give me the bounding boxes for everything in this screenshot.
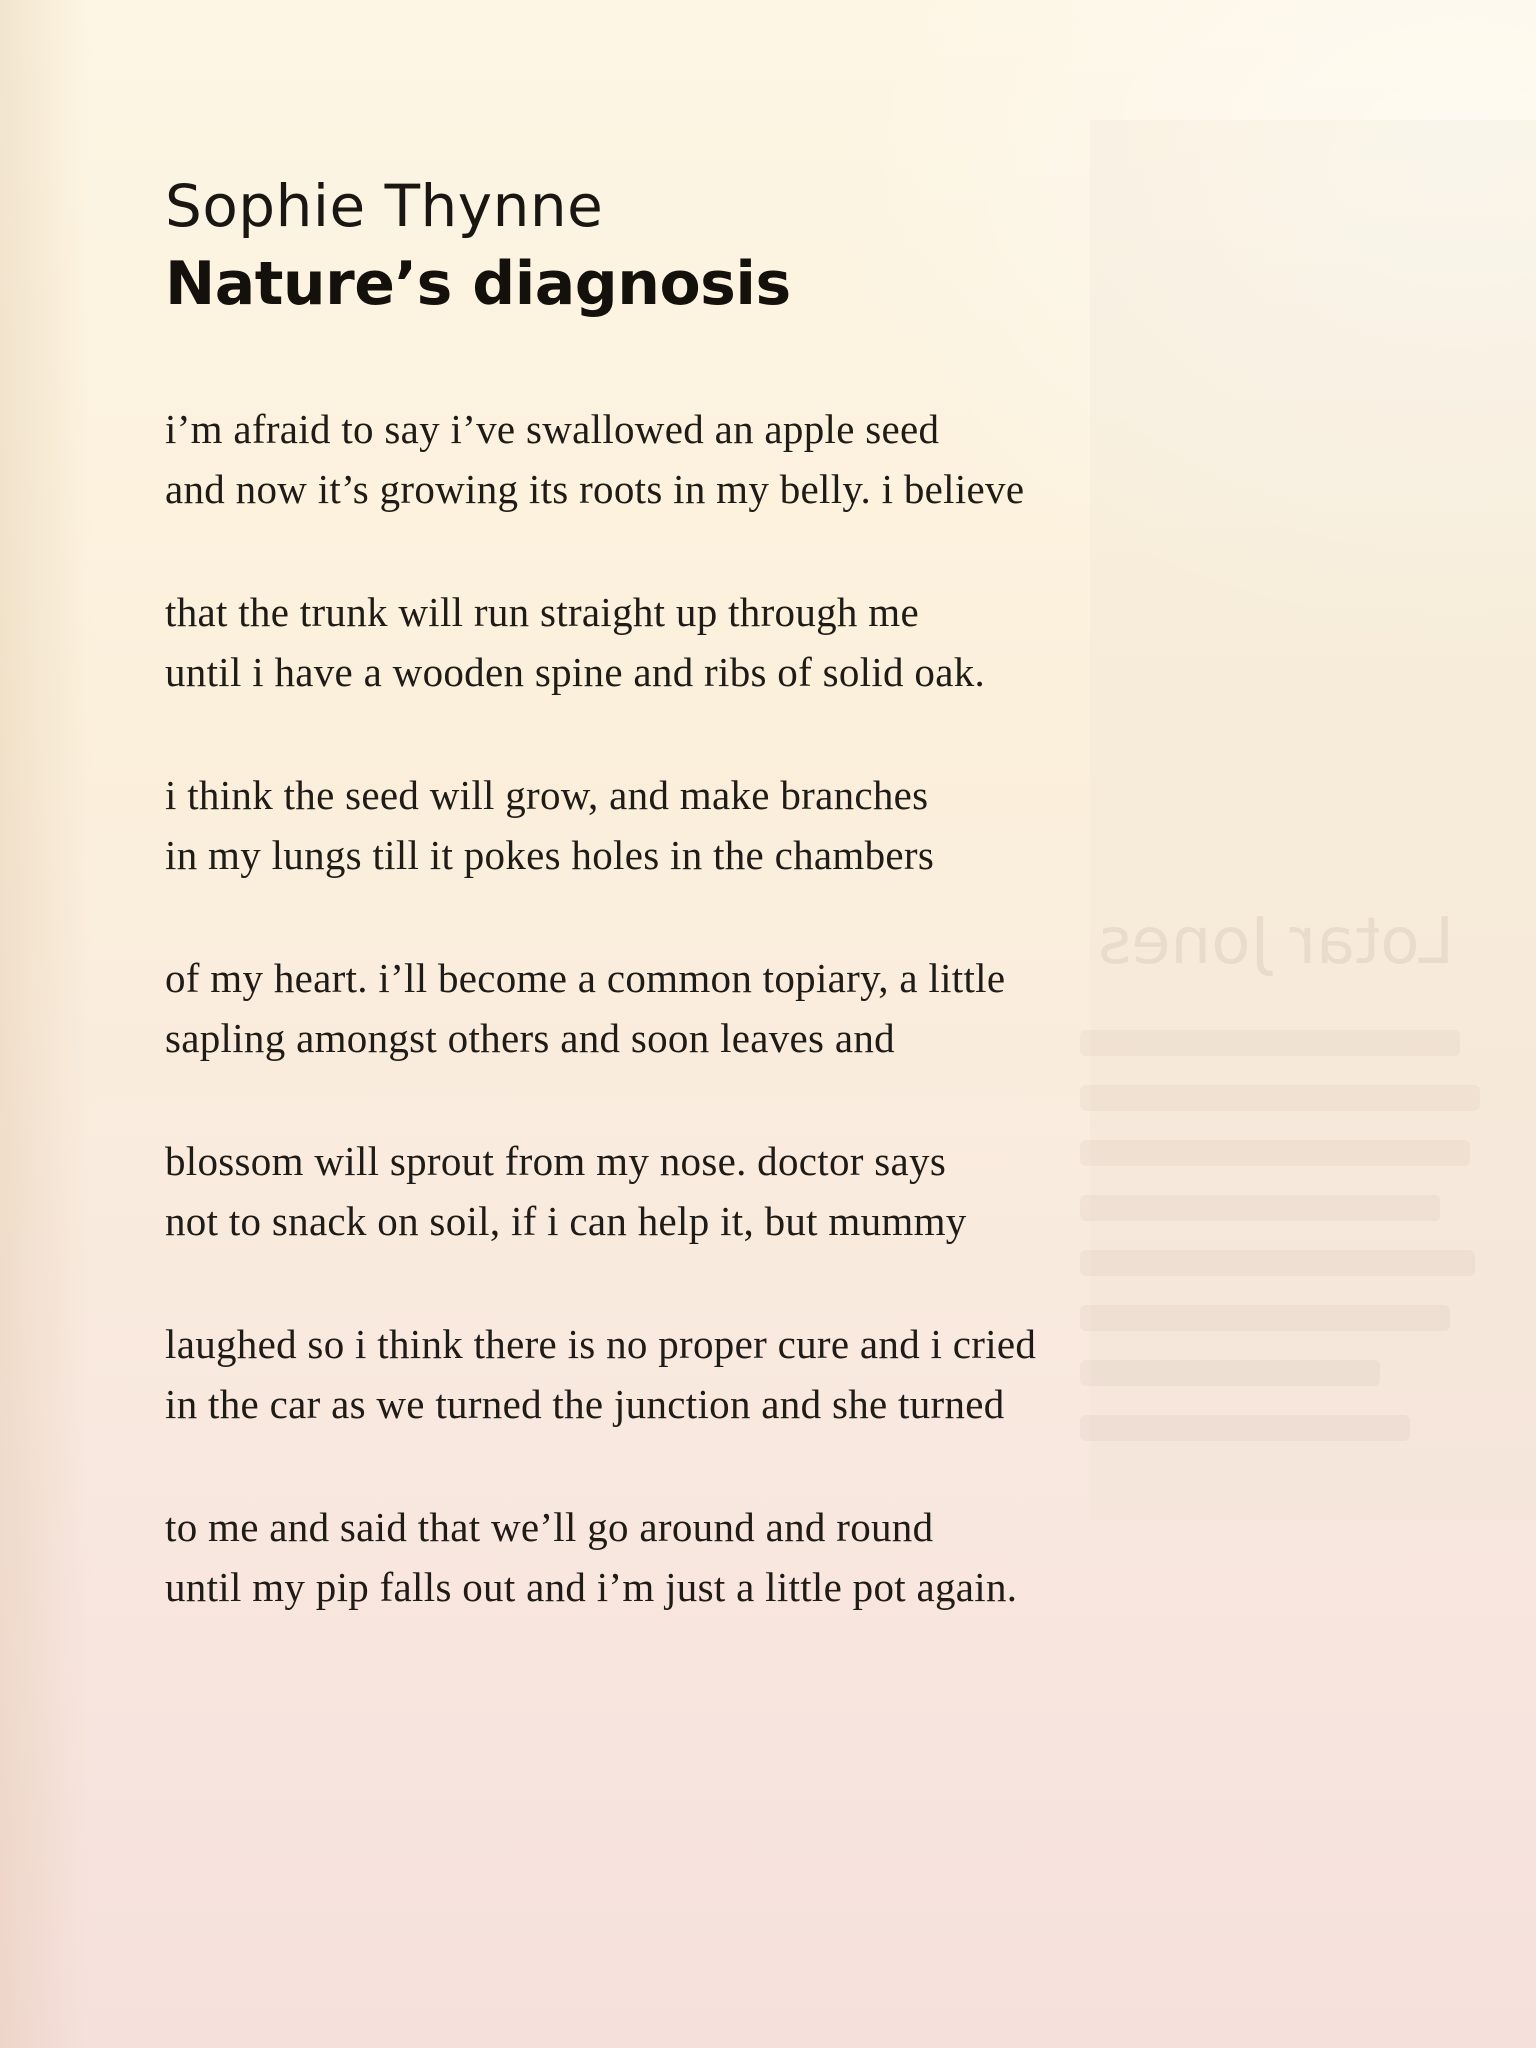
poem-page <box>165 172 1245 1680</box>
stanza <box>165 582 1245 702</box>
poem-line: i think the seed will grow, and make branches <box>165 771 929 818</box>
poem-line: to me and said that we’ll go around and round <box>165 1503 934 1550</box>
poem-line: until my pip falls out and i’m just a little pot again. <box>165 1563 1018 1610</box>
stanza <box>165 765 1245 885</box>
poem-line: until i have a wooden spine and ribs of solid oak. <box>165 648 986 695</box>
poem-title: Nature’s diagnosis <box>165 248 791 319</box>
stanza <box>165 1497 1245 1617</box>
poem-line: and now it’s growing its roots in my belly. i believe <box>165 465 1025 512</box>
stanza <box>165 399 1245 519</box>
poem-line: in my lungs till it pokes holes in the chambers <box>165 831 935 878</box>
poem-line: laughed so i think there is no proper cure and i cried <box>165 1320 1037 1367</box>
stanza <box>165 1314 1245 1434</box>
poem-body <box>165 399 1245 1617</box>
show-through-heading: Lotar Jones <box>1098 905 1454 979</box>
poem-line: blossom will sprout from my nose. doctor says <box>165 1137 947 1184</box>
poem-author: Sophie Thynne <box>165 172 604 240</box>
stanza <box>165 948 1245 1068</box>
poem-line: in the car as we turned the junction and she turned <box>165 1380 1005 1427</box>
page-gutter-shadow <box>0 0 90 2048</box>
poem-line: sapling amongst others and soon leaves and <box>165 1014 895 1061</box>
poem-line: not to snack on soil, if i can help it, but mummy <box>165 1197 967 1244</box>
poem-line: of my heart. i’ll become a common topiary, a little <box>165 954 1006 1001</box>
stanza <box>165 1131 1245 1251</box>
poem-line: that the trunk will run straight up through me <box>165 588 919 635</box>
poem-line: i’m afraid to say i’ve swallowed an apple seed <box>165 405 940 452</box>
